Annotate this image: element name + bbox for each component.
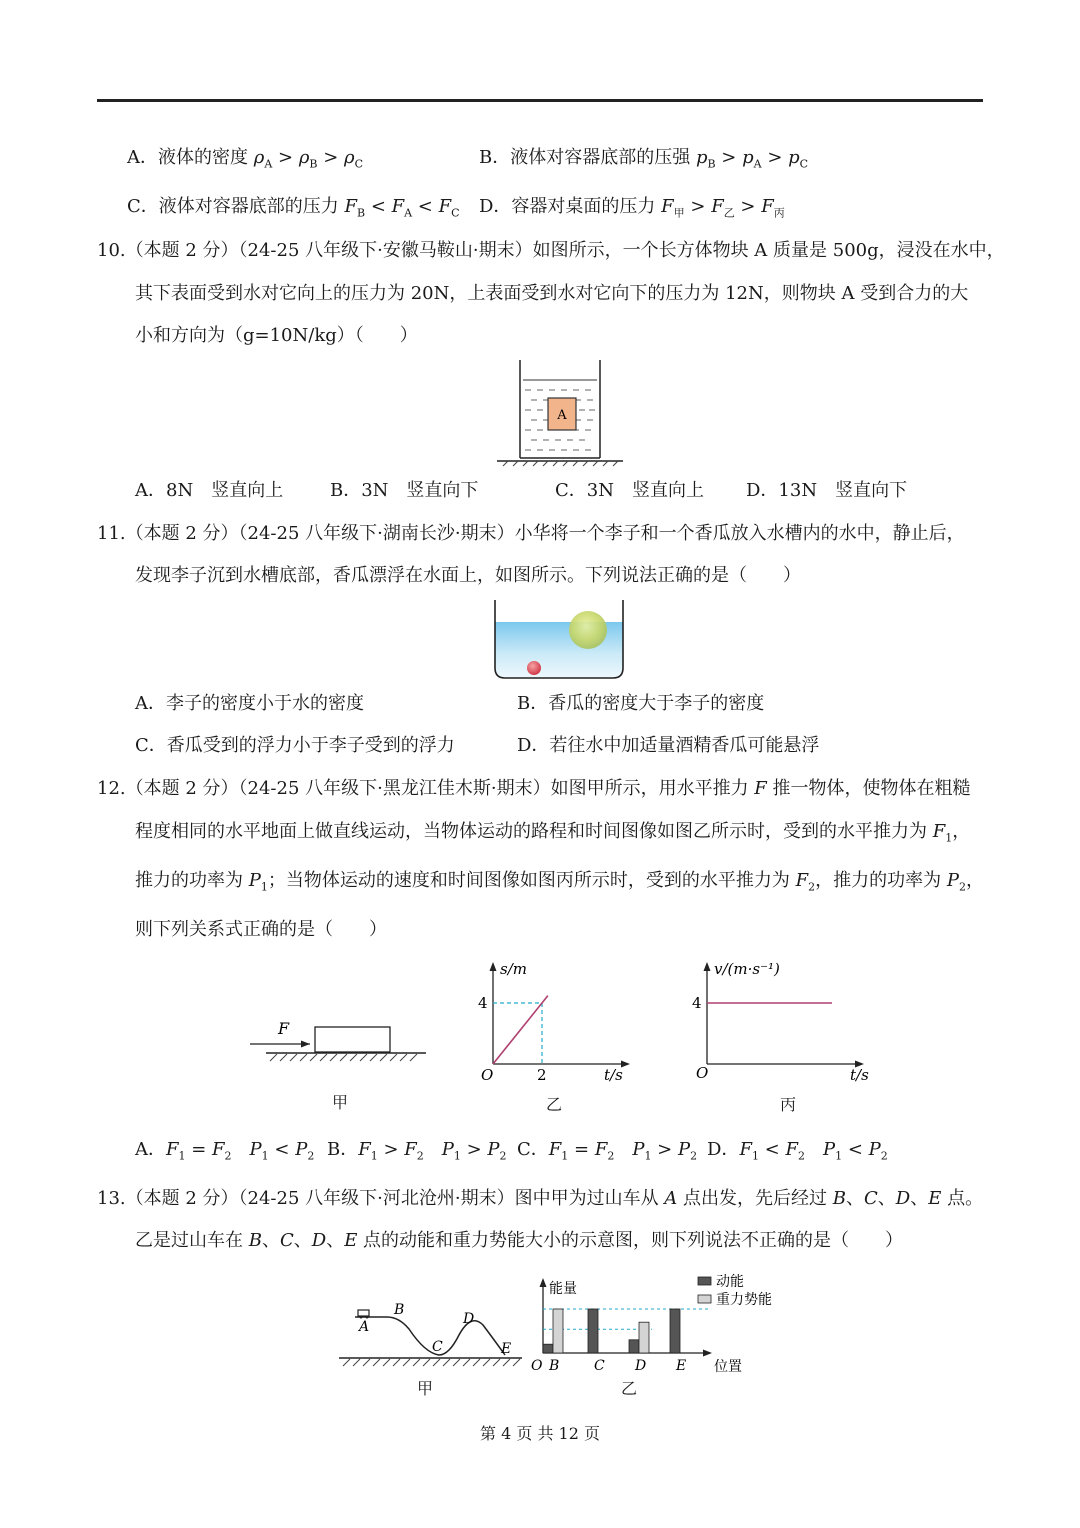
q12-line1: 12.（本题 2 分）（24-25 八年级下·黑龙江佳木斯·期末）如图甲所示，用水平推力 F 推一物体，使物体在粗糙 [97,778,971,799]
q13-line2: 乙是过山车在 B、C、D、E 点的动能和重力势能大小的示意图，则下列说法不正确的是（ ） [135,1230,904,1251]
point-label-d: D [463,1311,475,1327]
q13-fig-yi-energy-chart [528,1272,788,1376]
q12-option-d: D．$F_1 < F_2$ $P_1 < P_2$ [707,1139,888,1163]
q13-caption-yi: 乙 [621,1379,638,1398]
origin-label: O [531,1358,543,1374]
q12-option-a: A．$F_1 = F_2$ $P_1 < P_2$ [135,1139,315,1163]
force-label: F [278,1019,290,1038]
q9-option-b: B．液体对容器底部的压强 $p_B > p_A > p_C$ [479,147,809,171]
q11-line2: 发现李子沉到水槽底部，香瓜漂浮在水面上，如图所示。下列说法正确的是（ ） [135,565,801,586]
q13-caption-jia: 甲 [417,1379,434,1398]
y-tick-label: 4 [692,994,702,1012]
q12-line2: 程度相同的水平地面上做直线运动，当物体运动的路程和时间图像如图乙所示时，受到的水平推力为 $F_1$， [135,821,971,845]
q10-line3: 小和方向为（g=10N/kg）（ ） [135,325,418,346]
q9-option-d: D．容器对桌面的压力 $F_甲 > F_乙 > F_丙$ [479,196,785,220]
point-label-c: C [432,1339,443,1355]
q13-fig-jia [337,1295,527,1367]
bar-potential-D [639,1322,649,1353]
q11-option-c: C．香瓜受到的浮力小于李子受到的浮力 [135,735,455,756]
legend-swatch-potential [698,1295,711,1303]
q12-caption-bing: 丙 [780,1095,797,1114]
q10-line2: 其下表面受到水对它向上的压力为 20N，上表面受到水对它向下的压力为 12N，则物块 A 受到合力的大 [135,283,969,304]
q12-caption-yi: 乙 [546,1095,563,1114]
x-tick-label: 2 [537,1066,547,1084]
bar-kinetic-E [670,1309,680,1353]
q10-block-label: A [557,408,567,423]
bar-potential-B [553,1309,563,1353]
q12-fig-yi [478,958,638,1084]
q11-option-b: B．香瓜的密度大于李子的密度 [517,693,765,714]
x-axis-label: t/s [604,1066,623,1084]
q12-fig-jia [248,1020,428,1064]
category-label-C: C [594,1358,605,1374]
legend-swatch-kinetic [698,1277,711,1285]
q12-option-c: C．$F_1 = F_2$ $P_1 > P_2$ [517,1139,698,1163]
q13-line1: 13.（本题 2 分）（24-25 八年级下·河北沧州·期末）图中甲为过山车从 A 点出发，先后经过 B、C、D、E 点。 [97,1188,984,1209]
bar-kinetic-B [543,1344,553,1353]
category-label-D: D [635,1358,647,1374]
point-label-a: A [359,1319,370,1335]
q9-option-a: A．液体的密度 $\rho_A > \rho_B > \rho_C$ [127,147,364,171]
legend-label-potential: 重力势能 [716,1292,772,1308]
category-label-B: B [549,1358,560,1374]
q12-fig-bing [692,958,872,1084]
q10-option-c: C．3N 竖直向上 [555,480,704,501]
q12-option-b: B．$F_1 > F_2$ $P_1 > P_2$ [327,1139,507,1163]
point-label-e: E [501,1341,512,1357]
bar-kinetic-C [588,1309,598,1353]
q10-line1: 10.（本题 2 分）（24-25 八年级下·安徽马鞍山·期末）如图所示，一个长方体物块 A 质量是 500g，浸没在水中， [97,240,1005,261]
page-footer: 第 4 页 共 12 页 [480,1424,600,1443]
header-rule [97,99,983,102]
q12-caption-jia: 甲 [332,1093,349,1112]
q12-line4: 则下列关系式正确的是（ ） [135,919,387,940]
y-axis-label: s/m [500,960,527,978]
q11-line1: 11.（本题 2 分）（24-25 八年级下·湖南长沙·期末）小华将一个李子和一个香瓜放入水槽内的水中，静止后， [97,523,965,544]
y-tick-label: 4 [478,994,488,1012]
y-axis-label: v/(m·s⁻¹) [714,960,780,978]
y-axis-label: 能量 [549,1281,577,1297]
q11-option-a: A．李子的密度小于水的密度 [135,693,364,714]
q9-option-c: C．液体对容器底部的压力 $F_B < F_A < F_C$ [127,196,460,220]
bar-kinetic-D [629,1340,639,1353]
category-label-E: E [676,1358,687,1374]
x-axis-label: t/s [850,1066,869,1084]
q11-tank-figure [492,600,626,680]
q10-option-d: D．13N 竖直向下 [746,480,908,501]
q10-option-a: A．8N 竖直向上 [135,480,284,501]
x-axis-label: 位置 [714,1359,742,1375]
series-line [493,996,548,1064]
origin-label: O [481,1066,494,1084]
legend-label-kinetic: 动能 [716,1274,744,1290]
point-label-b: B [394,1302,405,1318]
q12-line3: 推力的功率为 $P_1$；当物体运动的速度和时间图像如图丙所示时，受到的水平推力为 $F_2$，推力的功率为 $P_2$， [135,870,984,894]
q11-option-d: D．若往水中加适量酒精香瓜可能悬浮 [517,735,820,756]
origin-label: O [696,1064,709,1082]
q10-beaker-figure [495,358,625,466]
q10-option-b: B．3N 竖直向下 [330,480,479,501]
